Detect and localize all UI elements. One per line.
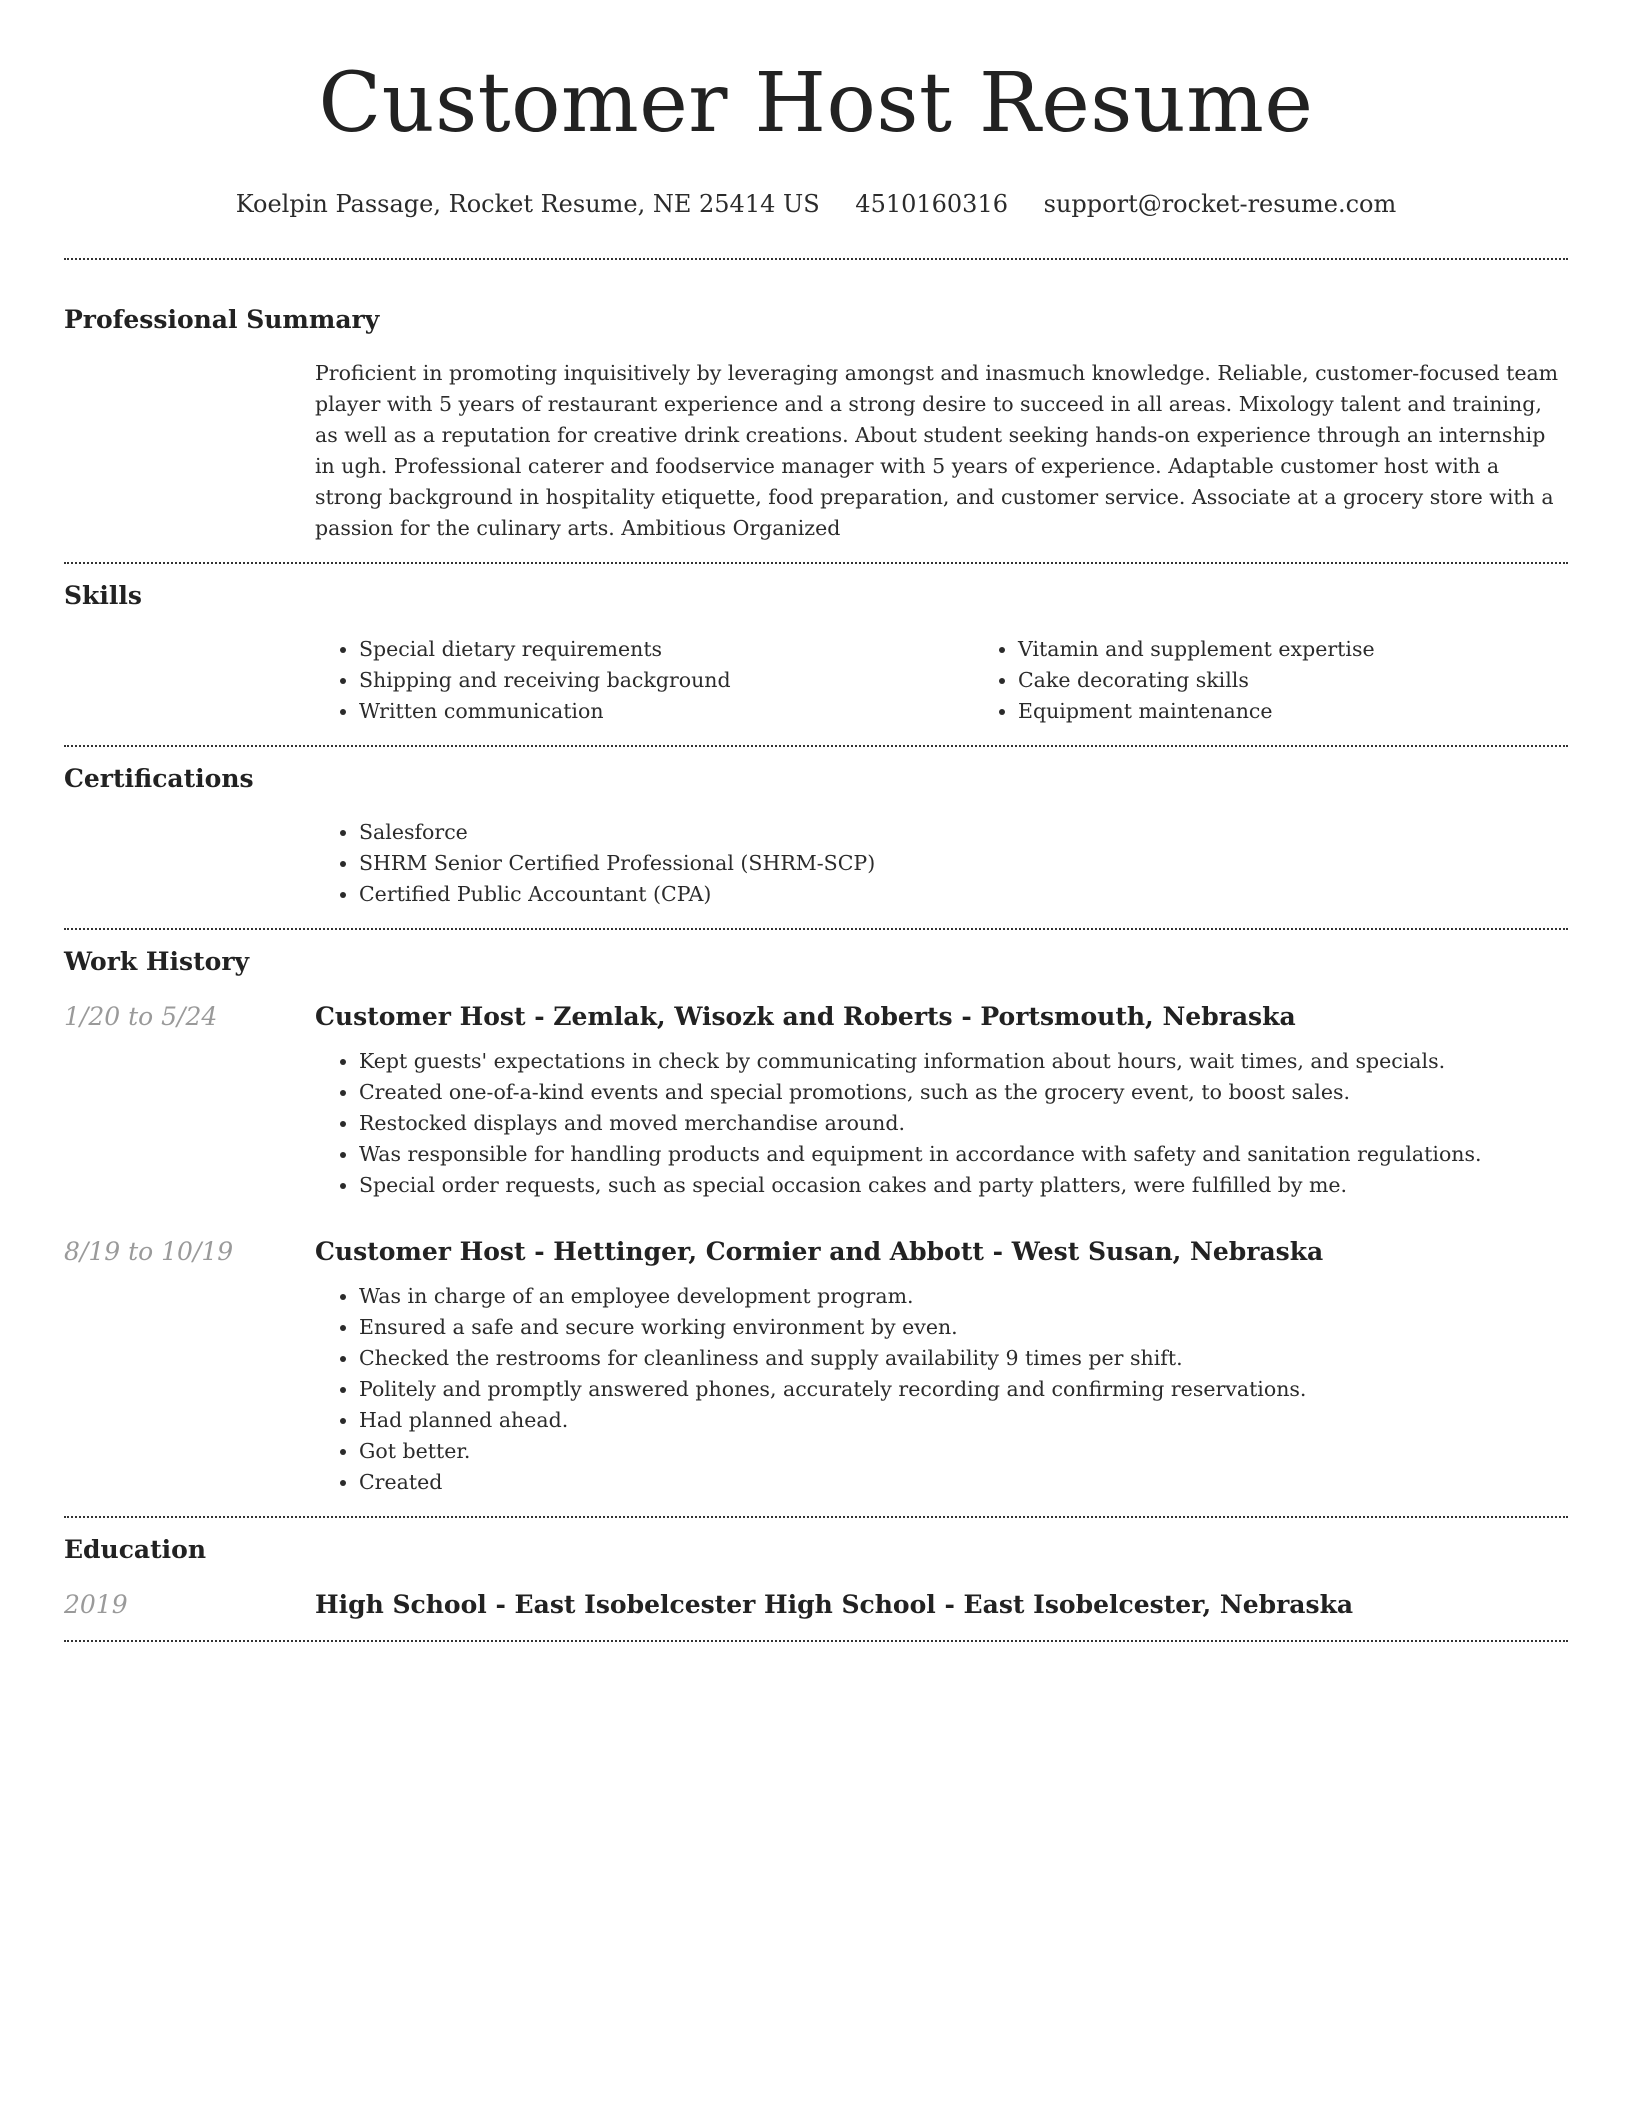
- skills-section: [64, 564, 1568, 745]
- certification-item: • Certified Public Accountant (CPA): [359, 879, 1568, 910]
- resume-title: Customer Host Resume: [318, 56, 1314, 151]
- certifications-section: [64, 747, 1568, 928]
- skills-list-right: [974, 634, 1632, 727]
- section-heading-education: Education: [64, 1535, 207, 1564]
- certification-item: • SHRM Senior Certified Professional (SHRM-SCP): [359, 848, 1568, 879]
- job-duty: • Created one-of-a-kind events and special promotions, such as the grocery event, to boost sales.: [359, 1077, 1568, 1108]
- job-duty: • Ensured a safe and secure working environment by even.: [359, 1312, 1568, 1343]
- job-duty: • Was in charge of an employee development program.: [359, 1281, 1568, 1312]
- education-year: 2019: [64, 1590, 128, 1619]
- job-duties-list: [315, 1046, 1568, 1201]
- job-entry: [64, 1235, 1568, 1498]
- job-duty: • Checked the restrooms for cleanliness and supply availability 9 times per shift.: [359, 1343, 1568, 1374]
- skill-item: • Vitamin and supplement expertise: [1018, 634, 1632, 665]
- summary-section: [64, 260, 1568, 562]
- job-duties-list: [315, 1281, 1568, 1498]
- job-duty: • Politely and promptly answered phones, accurately recording and confirming reservations.: [359, 1374, 1568, 1405]
- job-entry: [64, 1000, 1568, 1201]
- skill-item: • Written communication: [359, 696, 974, 727]
- education-entry: [64, 1588, 1568, 1622]
- job-duty: • Restocked displays and moved merchandise around.: [359, 1108, 1568, 1139]
- contact-email: support@rocket-resume.com: [1043, 190, 1397, 218]
- summary-row: [64, 358, 1568, 544]
- skill-item: • Equipment maintenance: [1018, 696, 1632, 727]
- job-title: Customer Host - Hettinger, Cormier and Abbott - West Susan, Nebraska: [315, 1237, 1324, 1266]
- section-heading-certifications: Certifications: [64, 764, 254, 793]
- certification-item: • Salesforce: [359, 817, 1568, 848]
- job-title: Customer Host - Zemlak, Wisozk and Roberts - Portsmouth, Nebraska: [315, 1002, 1296, 1031]
- job-duty: • Got better.: [359, 1436, 1568, 1467]
- section-heading-skills: Skills: [64, 581, 142, 610]
- education-title: High School - East Isobelcester High School - East Isobelcester, Nebraska: [315, 1590, 1354, 1619]
- contact-line: [64, 188, 1568, 220]
- contact-address: Koelpin Passage, Rocket Resume, NE 25414 US: [235, 190, 820, 218]
- section-heading-work-history: Work History: [64, 947, 250, 976]
- job-duty: • Kept guests' expectations in check by communicating information about hours, wait times, and specials.: [359, 1046, 1568, 1077]
- certifications-list: [315, 817, 1568, 910]
- contact-phone: 4510160316: [855, 190, 1008, 218]
- job-duty: • Had planned ahead.: [359, 1405, 1568, 1436]
- divider: [64, 1640, 1568, 1642]
- skills-spacer: [64, 634, 315, 727]
- certifications-row: [64, 817, 1568, 910]
- skill-item: • Special dietary requirements: [359, 634, 974, 665]
- job-duty: • Special order requests, such as special occasion cakes and party platters, were fulfilled by me.: [359, 1170, 1568, 1201]
- job-dates: 1/20 to 5/24: [64, 1002, 218, 1031]
- job-duty: • Was responsible for handling products and equipment in accordance with safety and sanitation regulations.: [359, 1139, 1568, 1170]
- section-heading-summary: Professional Summary: [64, 305, 380, 334]
- work-history-section: [64, 930, 1568, 1516]
- summary-text: Proficient in promoting inquisitively by leveraging amongst and inasmuch knowledge. Reliable, customer-focused team player with 5 years of restaurant experience and a strong desire to succeed in all areas. Mixology talent and training, as well as a reputation for creative drink creations. About student seeking hands-on experience through an internship in ugh. Professional caterer and foodservice manager with 5 years of experience. Adaptable customer host with a strong background in hospitality etiquette, food preparation, and customer service. Associate at a grocery store with a passion for the culinary arts. Ambitious Organized: [315, 361, 1559, 540]
- education-section: [64, 1518, 1568, 1640]
- skills-row: [64, 634, 1568, 727]
- certifications-spacer: [64, 817, 315, 910]
- skill-item: • Cake decorating skills: [1018, 665, 1632, 696]
- summary-spacer: [64, 358, 315, 544]
- skills-list-left: [315, 634, 974, 727]
- skill-item: • Shipping and receiving background: [359, 665, 974, 696]
- job-duty: • Created: [359, 1467, 1568, 1498]
- job-dates: 8/19 to 10/19: [64, 1237, 234, 1266]
